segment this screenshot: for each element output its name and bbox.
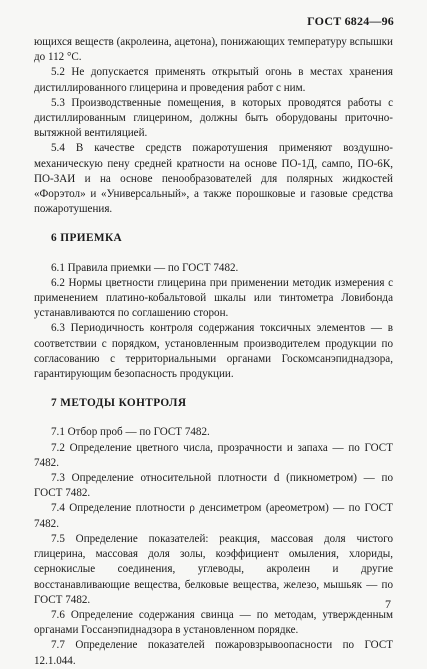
paragraph-7-7: 7.7 Определение показателей пожаровзрывоопасности по ГОСТ 12.1.044. bbox=[34, 639, 393, 667]
paragraph-6-2: 6.2 Нормы цветности глицерина при применении методик измерения с применением платино-кобальтовой шкалы или тинтометра Ловибонда устанавливаются по соглашению сторон. bbox=[34, 276, 393, 320]
paragraph-7-1: 7.1 Отбор проб — по ГОСТ 7482. bbox=[51, 426, 210, 439]
paragraph-7-4: 7.4 Определение плотности ρ денсиметром (ареометром) — по ГОСТ 7482. bbox=[34, 502, 393, 530]
section-7-heading: 7 МЕТОДЫ КОНТРОЛЯ bbox=[51, 397, 187, 410]
section-6-heading: 6 ПРИЕМКА bbox=[51, 232, 123, 245]
body-text bbox=[34, 35, 393, 669]
paragraph-7-2: 7.2 Определение цветного числа, прозрачности и запаха — по ГОСТ 7482. bbox=[34, 441, 393, 469]
paragraph-5-4: 5.4 В качестве средств пожаротушения применяют воздушно-механическую пену средней кратности на основе ПО-1Д, сампо, ПО-6К, ПО-ЗАИ и на основе пенообразователей для полярных жидкостей «Форэтол» и «Универсальный», а также порошковые и газовые средства пожаротушения. bbox=[34, 142, 393, 216]
paragraph-6-3: 6.3 Периодичность контроля содержания токсичных элементов — в соответствии с порядком, установленным производителем продукции по согласованию с территориальными органами Госкомсанэпиднадзора, гарантирующим безопасность продукции. bbox=[34, 322, 393, 381]
paragraph-5-2: 5.2 Не допускается применять открытый огонь в местах хранения дистиллированного глицерина и проведения работ с ним. bbox=[34, 66, 393, 94]
paragraph-7-3: 7.3 Определение относительной плотности d (пикнометром) — по ГОСТ 7482. bbox=[34, 472, 393, 500]
paragraph-7-6: 7.6 Определение содержания свинца — по методам, утвержденным органами Госсанэпиднадзора в установленном порядке. bbox=[34, 608, 393, 637]
paragraph-7-5: 7.5 Определение показателей: реакция, массовая доля чистого глицерина, массовая доля золы, коэффициент омыления, хлориды, сернокислые соединения, углеводы, акролеин и другие восстанавливающие вещества, белковые вещества, железо, мышьяк — по ГОСТ 7482. bbox=[34, 532, 393, 606]
page-number: 7 bbox=[385, 597, 391, 611]
paragraph-5-3: 5.3 Производственные помещения, в которых проводятся работы с дистиллированным глицерином, должны быть оборудованы приточно-вытяжной вентиляцией. bbox=[34, 96, 393, 140]
paragraph-6-1: 6.1 Правила приемки — по ГОСТ 7482. bbox=[51, 261, 239, 274]
paragraph-continuation: ющихся веществ (акролеина, ацетона), понижающих температуру вспышки до 112 °С. bbox=[34, 36, 393, 64]
page-header: ГОСТ 6824—96 bbox=[307, 14, 394, 28]
